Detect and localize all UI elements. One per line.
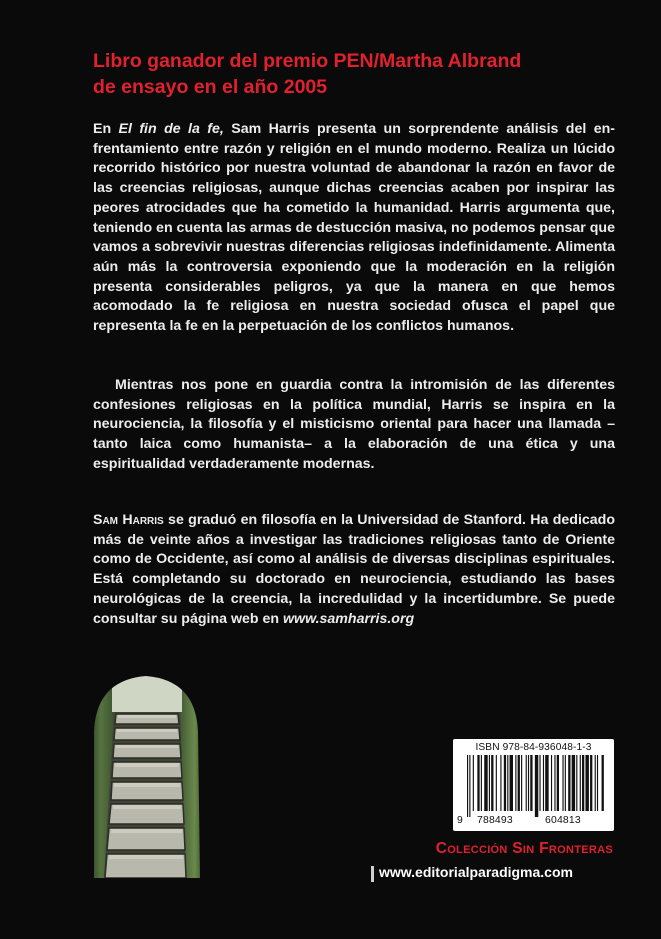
website-marker bbox=[371, 866, 374, 882]
synopsis-text-2: Mientras nos pone en guardia contra la intromisión de las diferentes confesiones religiosas en la política mundial, Harris se inspira en la neurociencia, la filosofía y el misticismo oriental para hacer una llamada –tanto laica como humanista– a la elaboración de una ética y una espiritualidad verdaderamente modernas. bbox=[93, 377, 615, 472]
barcode-bar bbox=[595, 755, 596, 811]
barcode-bar bbox=[491, 755, 493, 811]
headline-line-1: Libro ganador del premio PEN/Martha Albrand bbox=[93, 50, 522, 72]
barcode-bar bbox=[500, 755, 501, 811]
barcode-digit-first: 9 bbox=[457, 815, 463, 826]
barcode-bar bbox=[515, 755, 516, 811]
barcode-bar bbox=[489, 755, 490, 811]
barcode-bar bbox=[543, 755, 544, 811]
barcode-bar bbox=[467, 755, 468, 817]
isbn-label: ISBN 978-84-936048-1-3 bbox=[475, 742, 592, 753]
award-headline bbox=[93, 48, 613, 100]
barcode-bar bbox=[518, 755, 520, 811]
collection-name: Colección Sin Fronteras bbox=[435, 840, 613, 857]
barcode-bar bbox=[557, 755, 559, 811]
author-website: www.samharris.org bbox=[283, 610, 415, 627]
barcode-bar bbox=[507, 755, 508, 811]
barcode-digits-left: 788493 bbox=[477, 815, 513, 826]
synopsis-lead: En bbox=[93, 121, 119, 137]
barcode-bar bbox=[572, 755, 575, 811]
barcode-bar bbox=[469, 755, 470, 817]
barcode-bar bbox=[597, 755, 598, 811]
barcode-bars bbox=[453, 755, 614, 817]
barcode-bar bbox=[582, 755, 584, 811]
barcode-bar bbox=[473, 755, 474, 811]
stone-staircase-photo bbox=[86, 672, 206, 878]
barcode-bar bbox=[565, 755, 566, 811]
barcode-bar bbox=[585, 755, 588, 811]
barcode-bar bbox=[576, 755, 577, 811]
barcode-bar bbox=[504, 755, 506, 811]
barcode-bar bbox=[562, 755, 563, 811]
barcode-bar bbox=[481, 755, 482, 811]
publisher-website: www.editorialparadigma.com bbox=[379, 864, 573, 880]
synopsis-paragraph-1 bbox=[93, 120, 615, 337]
barcode-bar bbox=[568, 755, 570, 811]
barcode-bar bbox=[590, 755, 592, 811]
barcode-bar bbox=[535, 755, 538, 817]
synopsis-text-1: Sam Harris presenta un sorprendente análisis del enfrentamiento entre razón y religión en el mundo moderno. Realiza un lúcido recorrido histórico por nuestra voluntad de abandonar la razón en favor de las creencias religiosas, aunque dichas creencias acaben por inspirar las peores atrocidades que ha cometido la humanidad. Harris argumenta que, teniendo en cuenta las armas de destucción masiva, no podemos pensar que vamos a sobrevivir nuestras diferencias religiosas indefinidamente. Alimenta aún más la controversia exponiendo que la moderación en la religión presenta considerables peligros, ya que la manera en que hemos acomodado la fe religiosa en nuestra sociedad ofusca el papel que representa la fe en la perpetuación de los conflictos humanos. bbox=[93, 121, 615, 335]
barcode-bar bbox=[602, 755, 604, 811]
barcode-digits-right: 604813 bbox=[545, 815, 581, 826]
barcode-bar bbox=[526, 755, 527, 811]
barcode-bar bbox=[496, 755, 497, 811]
synopsis-paragraph-2 bbox=[93, 376, 615, 475]
isbn-barcode bbox=[453, 739, 614, 831]
barcode-bar bbox=[539, 755, 540, 811]
barcode-bar bbox=[484, 755, 487, 811]
barcode-bar bbox=[521, 755, 522, 811]
author-bio bbox=[93, 511, 615, 629]
barcode-bar bbox=[477, 755, 479, 811]
barcode-bar bbox=[551, 755, 552, 811]
barcode-bar bbox=[510, 755, 513, 811]
barcode-bar bbox=[545, 755, 548, 811]
barcode-bar bbox=[530, 755, 532, 811]
barcode-bar bbox=[580, 755, 581, 811]
author-name: Sam Harris bbox=[93, 512, 164, 528]
barcode-bar bbox=[554, 755, 555, 811]
author-bio-text: se graduó en filosofía en la Universidad de Stanford. Ha dedicado más de veinte años a investigar las tradiciones religiosas tanto de Oriente como de Occidente, así como al análisis de diversas disciplinas espirituales. Está completando su doctorado en neurociencia, estudiando las bases neurológicas de la creencia, la incredulidad y la incertidumbre. Se puede consultar su página web en bbox=[93, 512, 615, 627]
book-title: El fin de la fe, bbox=[118, 121, 224, 137]
headline-line-2: de ensayo en el año 2005 bbox=[93, 76, 328, 98]
barcode-bar bbox=[528, 755, 529, 811]
